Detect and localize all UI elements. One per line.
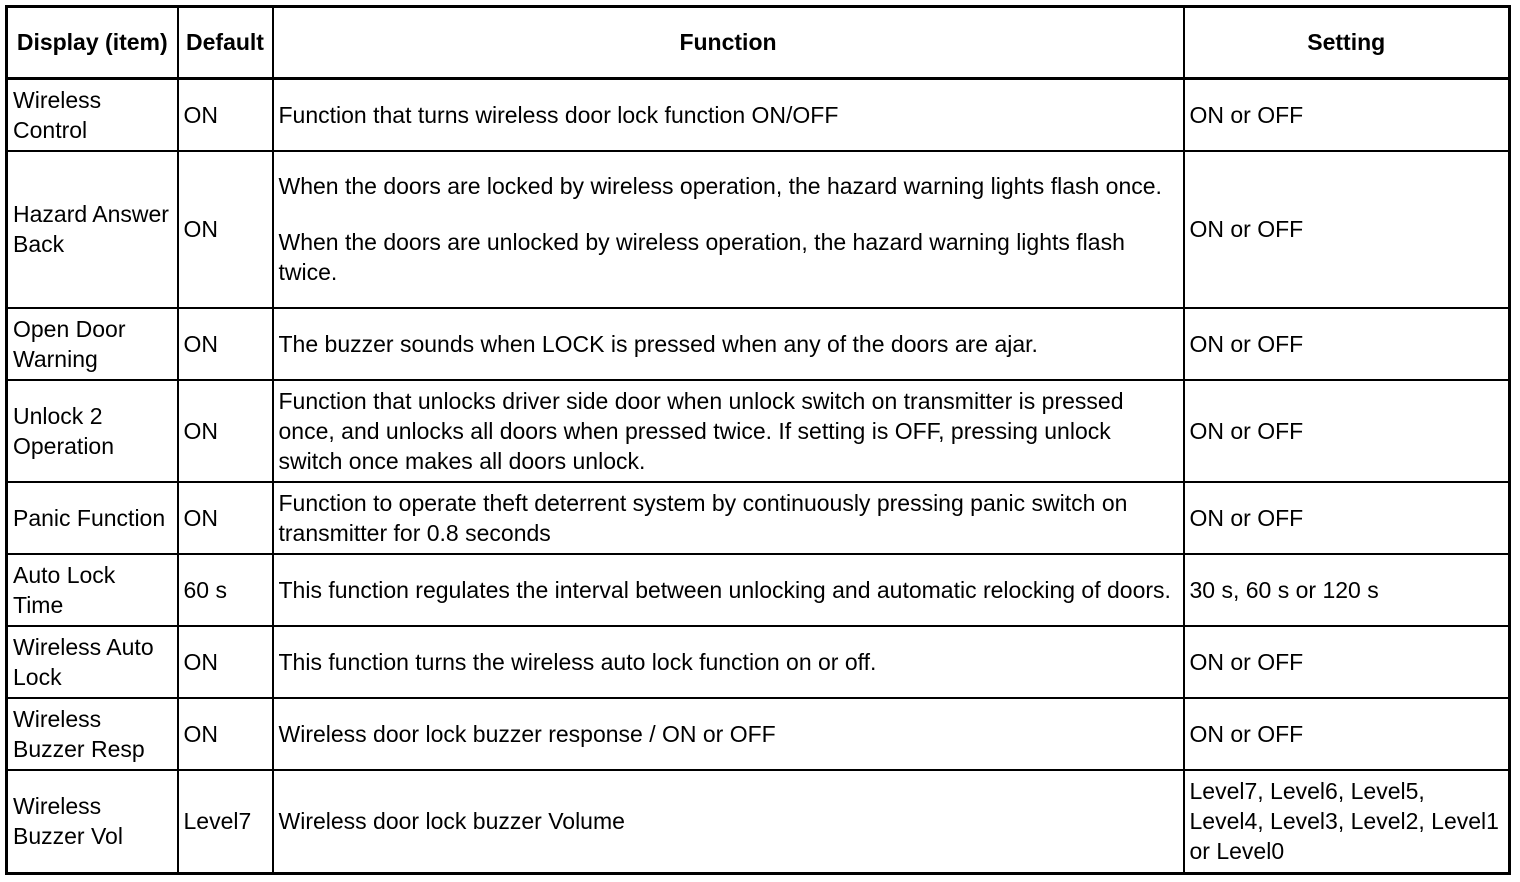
cell-display: Panic Function xyxy=(7,482,178,554)
header-default: Default xyxy=(178,7,273,79)
cell-function xyxy=(273,626,1184,698)
cell-function xyxy=(273,554,1184,626)
cell-default: ON xyxy=(178,151,273,308)
table-row xyxy=(7,79,1510,151)
function-text: When the doors are locked by wireless operation, the hazard warning lights flash once. xyxy=(278,173,1162,199)
cell-display: Unlock 2 Operation xyxy=(7,380,178,482)
table-row xyxy=(7,308,1510,380)
header-row xyxy=(7,7,1510,79)
settings-table xyxy=(5,5,1511,875)
function-text: Function to operate theft deterrent system by continuously pressing panic switch on transmitter for 0.8 seconds xyxy=(278,489,1128,546)
cell-function xyxy=(273,482,1184,554)
cell-setting: ON or OFF xyxy=(1184,482,1510,554)
cell-default: ON xyxy=(178,380,273,482)
cell-setting: ON or OFF xyxy=(1184,380,1510,482)
cell-display: Open Door Warning xyxy=(7,308,178,380)
cell-setting: ON or OFF xyxy=(1184,308,1510,380)
cell-function xyxy=(273,79,1184,151)
table-row xyxy=(7,626,1510,698)
header-display: Display (item) xyxy=(7,7,178,79)
cell-setting: 30 s, 60 s or 120 s xyxy=(1184,554,1510,626)
header-function: Function xyxy=(273,7,1184,79)
cell-default: ON xyxy=(178,482,273,554)
cell-function xyxy=(273,698,1184,770)
settings-sheet xyxy=(5,5,1511,875)
cell-default: ON xyxy=(178,79,273,151)
function-text: Wireless door lock buzzer Volume xyxy=(278,808,625,835)
table-row xyxy=(7,380,1510,482)
cell-default: ON xyxy=(178,626,273,698)
function-text: When the doors are unlocked by wireless operation, the hazard warning lights flash twice. xyxy=(278,229,1125,285)
cell-display: Auto Lock Time xyxy=(7,554,178,626)
function-text: Wireless door lock buzzer response / ON or OFF xyxy=(278,720,776,747)
function-text: This function turns the wireless auto lock function on or off. xyxy=(278,648,877,675)
cell-setting: ON or OFF xyxy=(1184,79,1510,151)
cell-function xyxy=(273,151,1184,308)
cell-setting: ON or OFF xyxy=(1184,151,1510,308)
header-setting: Setting xyxy=(1184,7,1510,79)
cell-setting: Level7, Level6, Level5, Level4, Level3, Level2, Level1 or Level0 xyxy=(1184,770,1510,874)
cell-default: Level7 xyxy=(178,770,273,874)
cell-setting: ON or OFF xyxy=(1184,698,1510,770)
table-row xyxy=(7,151,1510,308)
cell-setting: ON or OFF xyxy=(1184,626,1510,698)
cell-display: Wireless Buzzer Vol xyxy=(7,770,178,874)
table-row xyxy=(7,698,1510,770)
cell-display: Wireless Buzzer Resp xyxy=(7,698,178,770)
function-text: Function that unlocks driver side door when unlock switch on transmitter is pressed once, and unlocks all doors when pressed twice. If setting is OFF, pressing unlock switch once makes all doors unlock. xyxy=(278,387,1124,474)
cell-function xyxy=(273,770,1184,874)
table-row xyxy=(7,482,1510,554)
cell-display: Wireless Control xyxy=(7,79,178,151)
cell-default: 60 s xyxy=(178,554,273,626)
function-text: The buzzer sounds when LOCK is pressed when any of the doors are ajar. xyxy=(278,330,1038,357)
cell-display: Hazard Answer Back xyxy=(7,151,178,308)
cell-display: Wireless Auto Lock xyxy=(7,626,178,698)
table-row xyxy=(7,770,1510,874)
function-text: This function regulates the interval between unlocking and automatic relocking of doors. xyxy=(278,576,1171,603)
cell-default: ON xyxy=(178,308,273,380)
function-text: Function that turns wireless door lock function ON/OFF xyxy=(278,101,839,128)
cell-function xyxy=(273,308,1184,380)
cell-default: ON xyxy=(178,698,273,770)
cell-function xyxy=(273,380,1184,482)
table-row xyxy=(7,554,1510,626)
